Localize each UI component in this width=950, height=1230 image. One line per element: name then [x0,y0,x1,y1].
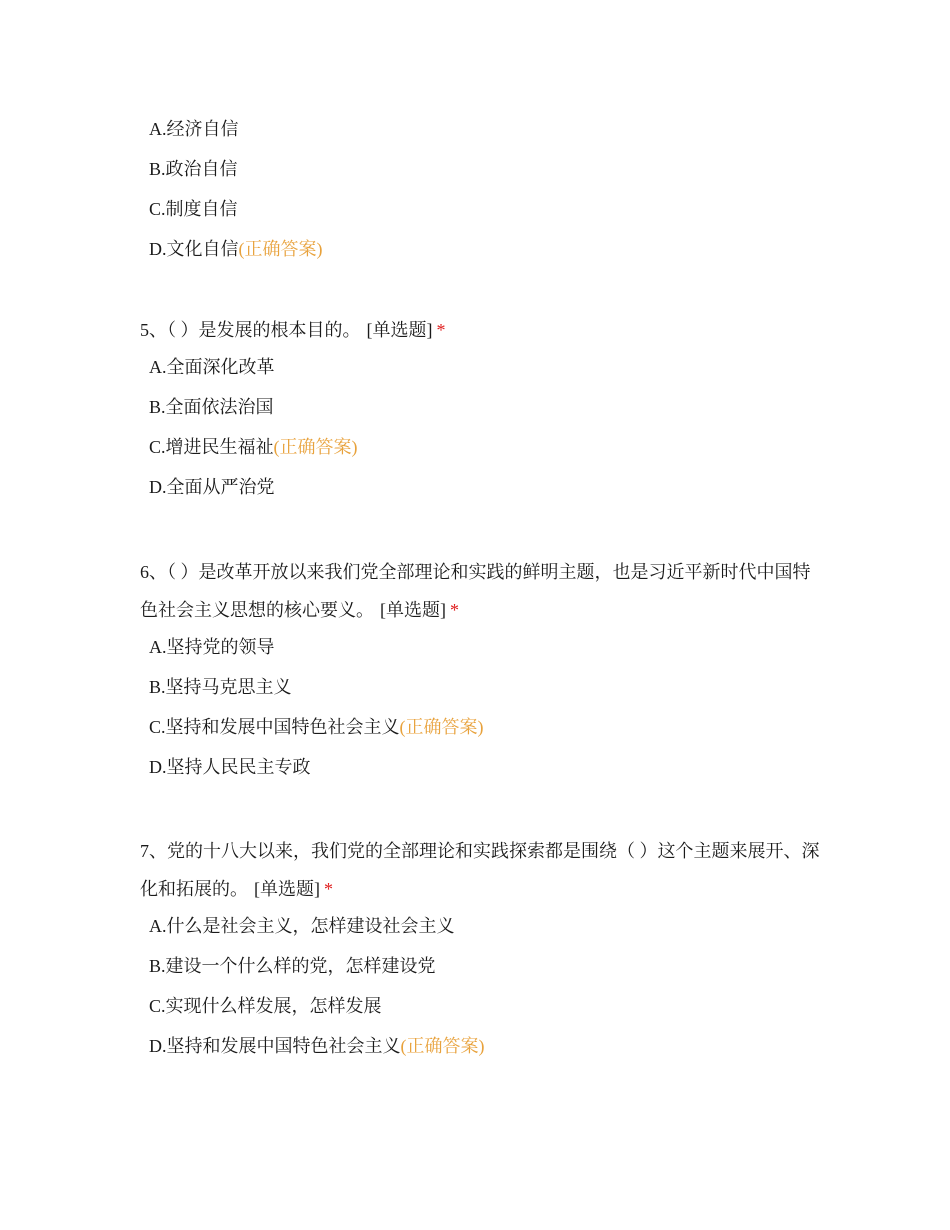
required-marker: * [450,600,459,620]
option-b: B.坚持马克思主义 [149,677,292,697]
option-d: D.坚持和发展中国特色社会主义(正确答案) [149,1036,485,1056]
question-title: 6、（ ）是改革开放以来我们党全部理论和实践的鲜明主题，也是习近平新时代中国特色社会主义思想的核心要义。 [单选题] * [140,562,811,620]
option-b: B.政治自信 [149,159,238,179]
correct-answer-tag: (正确答案) [238,239,323,259]
option-c: C.坚持和发展中国特色社会主义(正确答案) [149,717,484,737]
question-4-options [140,117,820,277]
option-c: C.制度自信 [149,199,238,219]
option-d: D.文化自信(正确答案) [149,239,323,259]
option-c: C.增进民生福祉(正确答案) [149,437,358,457]
correct-answer-tag: (正确答案) [273,437,358,457]
question-title: 7、党的十八大以来，我们党的全部理论和实践探索都是围绕（ ）这个主题来展开、深化和拓展的。 [单选题] * [140,841,820,899]
option-d: D.坚持人民民主专政 [149,757,311,777]
option-d: D.全面从严治党 [149,477,275,497]
correct-answer-tag: (正确答案) [400,1036,485,1056]
option-a: A.经济自信 [149,119,239,139]
question-6 [140,553,820,795]
option-b: B.建设一个什么样的党，怎样建设党 [149,956,436,976]
option-a: A.全面深化改革 [149,357,275,377]
option-b: B.全面依法治国 [149,397,274,417]
question-7 [140,832,820,1074]
option-c: C.实现什么样发展，怎样发展 [149,996,382,1016]
question-type-tag: [单选题] [254,879,320,899]
option-a: A.什么是社会主义，怎样建设社会主义 [149,916,455,936]
option-a: A.坚持党的领导 [149,637,275,657]
correct-answer-tag: (正确答案) [399,717,484,737]
question-5 [140,311,820,515]
question-type-tag: [单选题] [380,600,446,620]
required-marker: * [436,320,446,340]
required-marker: * [324,879,333,899]
question-title: 5、（ ）是发展的根本目的。 [单选题] * [140,320,446,340]
question-type-tag: [单选题] [366,320,433,340]
